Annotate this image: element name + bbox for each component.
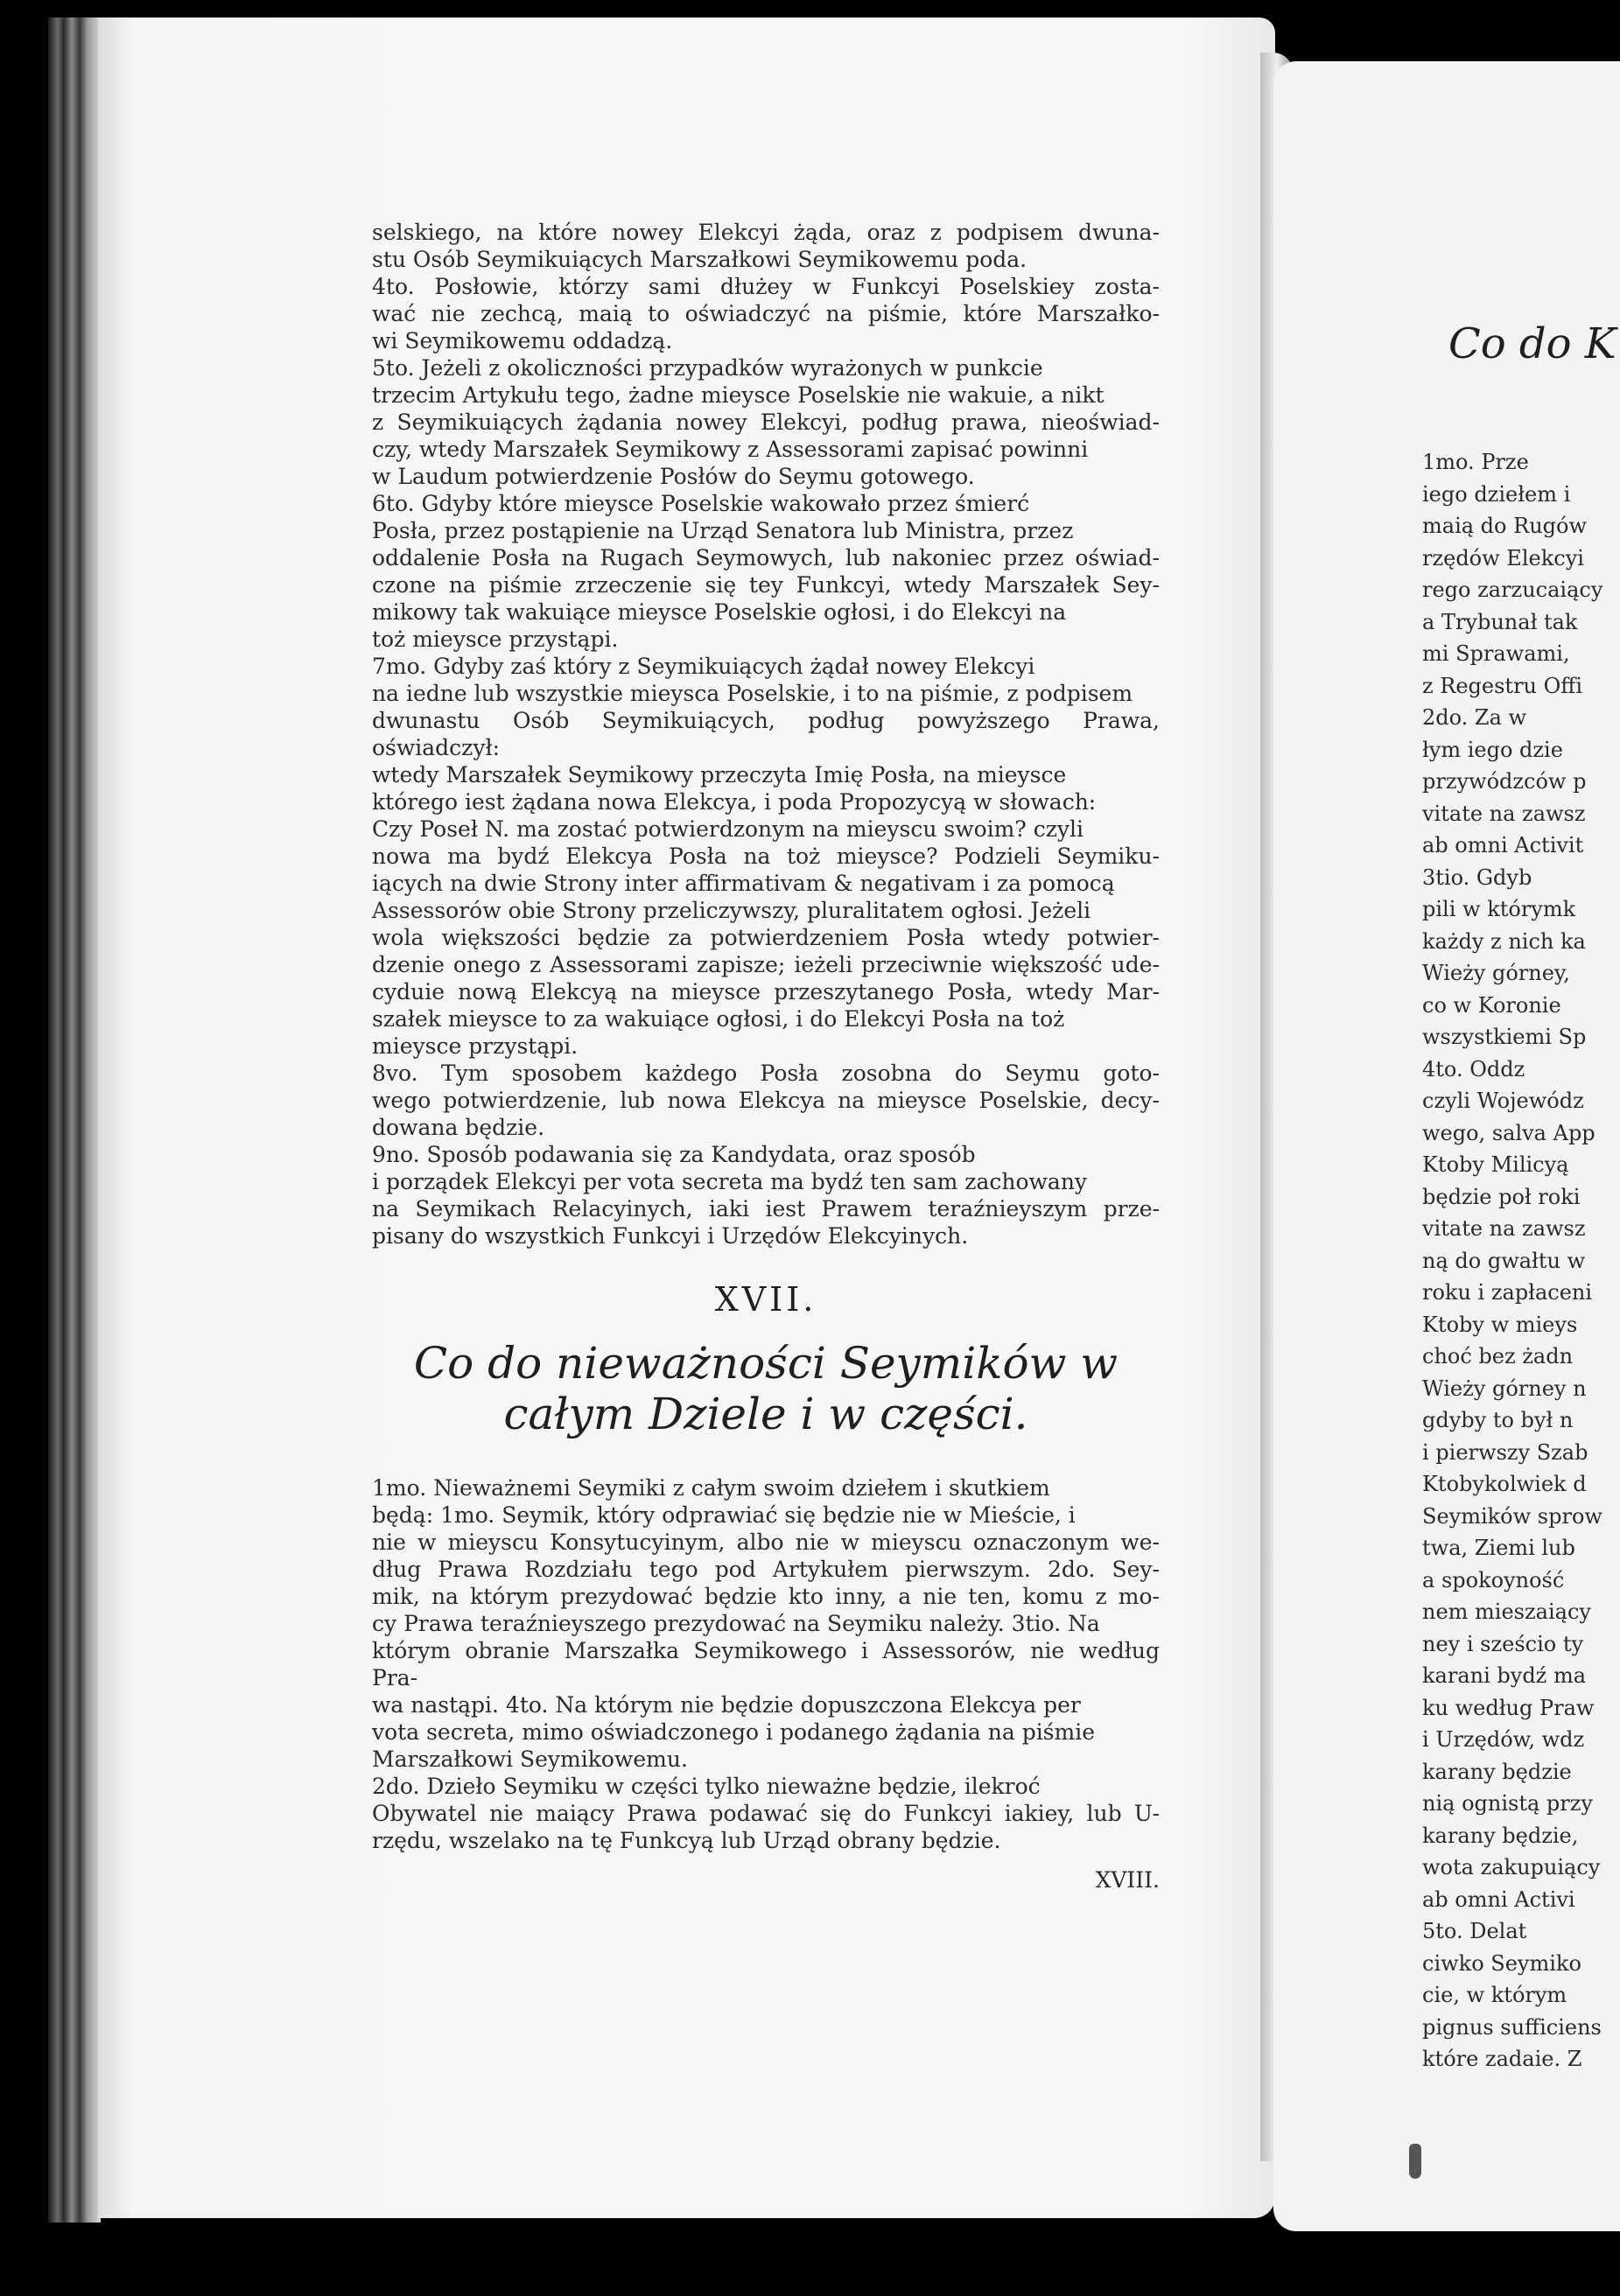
text-line: a spokoyność (1422, 1567, 1565, 1592)
text-line: 1mo. Nieważnemi Seymiki z całym swoim dziełem i skutkiem (372, 1475, 1050, 1501)
ink-stain (1409, 2144, 1421, 2179)
text-line: iego dziełem i (1422, 481, 1571, 507)
text-line: cy Prawa teraźnieyszego prezydować na Seymiku należy. 3tio. Na (372, 1611, 1100, 1636)
right-page (1273, 61, 1620, 2231)
section-number: XVII. (714, 1280, 817, 1319)
text-line: wtedy Marszałek Seymikowy przeczyta Imię Posła, na mieysce (372, 762, 1067, 788)
text-line: każdy z nich ka (1422, 928, 1586, 954)
text-line: z Regestru Offi (1422, 673, 1583, 698)
section-title: Co do nieważności Seymików w całym Dziele i w części. (413, 1338, 1119, 1439)
text-line: karany będzie, (1422, 1823, 1579, 1848)
text-line: wi Seymikowemu oddadzą. (372, 328, 673, 354)
text-line: czyli Wojewódz (1422, 1088, 1584, 1113)
text-line: wszystkiemi Sp (1422, 1025, 1587, 1049)
text-line: stu Osób Seymikuiących Marszałkowi Seymikowemu poda. (372, 247, 1027, 272)
text-line: wać nie zechcą, maią to oświadczyć na piśmie, które Marszałko- (372, 301, 1160, 326)
text-line: czone na piśmie zrzeczenie się tey Funkcyi, wtedy Marszałek Sey- (372, 572, 1160, 598)
text-line: pisany do wszystkich Funkcyi i Urzędów Elekcyinych. (372, 1223, 969, 1249)
book-page-edges (48, 18, 101, 2222)
text-line: 2do. Dzieło Seymiku w części tylko nieważne będzie, ilekroć (372, 1774, 1041, 1799)
text-line: vota secreta, mimo oświadczonego i podanego żądania na piśmie (372, 1719, 1096, 1745)
text-line: Ktoby Milicyą (1422, 1152, 1569, 1177)
text-line: gdyby to był n (1422, 1408, 1574, 1432)
text-line: rego zarzucaiący (1422, 578, 1603, 602)
text-line: ną do gwałtu w (1422, 1248, 1586, 1273)
text-line: 9no. Sposób podawania się za Kandydata, oraz sposób (372, 1142, 976, 1167)
text-line: dług Prawa Rozdziału tego pod Artykułem pierwszym. 2do. Sey- (372, 1557, 1160, 1582)
text-line: oddalenie Posła na Rugach Seymowych, lub nakoniec przez oświad- (372, 545, 1160, 570)
text-line: wota zakupuiący (1422, 1855, 1601, 1880)
text-line: dzenie onego z Assessorami zapisze; ieżeli przeciwnie większość ude- (372, 952, 1160, 977)
text-line: trzecim Artykułu tego, żadne mieysce Poselskie nie wakuie, a nikt (372, 382, 1105, 408)
text-line: mi Sprawami, (1422, 641, 1570, 666)
text-line: Obywatel nie maiący Prawa podawać się do Funkcyi iakiey, lub U- (372, 1801, 1160, 1826)
text-line: mik, na którym prezydować będzie kto inny, a nie ten, komu z mo- (372, 1584, 1160, 1609)
text-line: w Laudum potwierdzenie Posłów do Seymu gotowego. (372, 464, 975, 489)
text-line: choć bez żadn (1422, 1344, 1574, 1368)
text-line: łym iego dzie (1422, 737, 1563, 762)
text-line: karany będzie (1422, 1759, 1572, 1784)
text-line: czy, wtedy Marszałek Seymikowy z Assessorami zapisać powinni (372, 437, 1089, 462)
text-line: przywódzców p (1422, 769, 1587, 794)
text-line: i Urzędów, wdz (1422, 1727, 1585, 1752)
text-line: które zadaie. Z (1422, 2047, 1582, 2071)
text-line: wego potwierdzenie, lub nowa Elekcya na mieysce Poselskie, decy- (372, 1088, 1160, 1113)
paragraphs-part2 (372, 1474, 1160, 1854)
text-line: Wieży górney, (1422, 961, 1570, 985)
text-line: 4to. Oddz (1422, 1056, 1525, 1082)
text-line: 6to. Gdyby które mieysce Poselskie wakowało przez śmierć (372, 491, 1030, 516)
text-line: twa, Ziemi lub (1422, 1536, 1575, 1560)
text-line: dowana będzie. (372, 1115, 545, 1140)
text-line: na Seymikach Relacyinych, iaki iest Prawem teraźnieyszym prze- (372, 1196, 1160, 1222)
right-page-lines (1422, 446, 1620, 2076)
text-line: vitate na zawsz (1422, 1216, 1586, 1241)
text-line: będą: 1mo. Seymik, który odprawiać się będzie nie w Mieście, i (372, 1502, 1076, 1528)
text-line: wola większości będzie za potwierdzeniem Posła wtedy potwier- (372, 925, 1160, 950)
text-line: nem mieszaiący (1422, 1600, 1591, 1624)
text-line: karani bydź ma (1422, 1663, 1587, 1688)
text-line: 4to. Posłowie, którzy sami dłużey w Funkcyi Poselskiey zosta- (372, 274, 1160, 299)
text-line: vitate na zawsz (1422, 801, 1586, 826)
text-line: z Seymikuiących żądania nowey Elekcyi, podług prawa, nieoświad- (372, 410, 1160, 435)
text-line: którym obranie Marszałka Seymikowego i Assessorów, nie według Pra- (372, 1638, 1160, 1690)
text-line: i porządek Elekcyi per vota secreta ma bydź ten sam zachowany (372, 1169, 1088, 1194)
text-line: mieysce przystąpi. (372, 1033, 579, 1059)
catchword: XVIII. (1095, 1867, 1160, 1893)
text-line: i pierwszy Szab (1422, 1439, 1588, 1465)
text-line: 3tio. Gdyb (1422, 864, 1532, 890)
text-line: pignus sufficiens (1422, 2014, 1602, 2040)
text-line: rzędów Elekcyi (1422, 545, 1584, 570)
text-line: 8vo. Tym sposobem każdego Posła zosobna do Seymu goto- (372, 1060, 1160, 1086)
text-line: pili w którymk (1422, 897, 1576, 921)
text-line: Assessorów obie Strony przeliczywszy, pluralitatem ogłosi. Jeżeli (372, 898, 1091, 923)
text-line: 1mo. Prze (1422, 450, 1529, 474)
text-line: ciwko Seymiko (1422, 1950, 1581, 1976)
text-line: toż mieysce przystąpi. (372, 626, 619, 652)
text-line: Wieży górney n (1422, 1376, 1587, 1401)
text-line: nowa ma bydź Elekcya Posła na toż mieysce? Podzieli Seymiku- (372, 844, 1160, 869)
text-line: a Trybunał tak (1422, 609, 1578, 634)
text-line: Marszałkowi Seymikowemu. (372, 1746, 688, 1772)
text-line: selskiego, na które nowey Elekcyi żąda, oraz z podpisem dwuna- (372, 220, 1160, 245)
text-line: co w Koronie (1422, 992, 1561, 1018)
text-line: będzie poł roki (1422, 1184, 1581, 1209)
text-line: maią do Rugów (1422, 514, 1588, 538)
text-line: 5to. Jeżeli z okoliczności przypadków wyrażonych w punkcie (372, 355, 1043, 381)
text-line: roku i zapłaceni (1422, 1280, 1593, 1305)
text-line: 5to. Delat (1422, 1919, 1527, 1943)
text-line: Posła, przez postąpienie na Urząd Senatora lub Ministra, przez (372, 518, 1074, 543)
text-line: ku według Praw (1422, 1695, 1595, 1720)
text-line: wego, salva App (1422, 1120, 1595, 1145)
text-line: 7mo. Gdyby zaś który z Seymikuiących żądał nowey Elekcyi (372, 654, 1035, 679)
text-line: którego iest żądana nowa Elekcya, i poda Propozycyą w słowach: (372, 789, 1097, 815)
text-line: nią ognistą przy (1422, 1791, 1593, 1816)
text-line: wa nastąpi. 4to. Na którym nie będzie dopuszczona Elekcya per (372, 1692, 1081, 1718)
text-line: mikowy tak wakuiące mieysce Poselskie ogłosi, i do Elekcyi na (372, 599, 1067, 625)
text-line: iących na dwie Strony inter affirmativam & negativam i za pomocą (372, 871, 1115, 896)
text-line: nie w mieyscu Konsytucyinym, albo nie w mieyscu oznaczonym we- (372, 1530, 1160, 1555)
right-page-heading: Co do K (1448, 319, 1616, 368)
text-line: cyduie nową Elekcyą na mieysce przeszytanego Posła, wtedy Mar- (372, 979, 1160, 1004)
text-line: Czy Poseł N. ma zostać potwierdzonym na mieyscu swoim? czyli (372, 816, 1084, 842)
text-line: ab omni Activit (1422, 833, 1584, 858)
text-line: szałek mieysce to za wakuiące ogłosi, i do Elekcyi Posła na toż (372, 1006, 1065, 1032)
text-line: Ktobykolwiek d (1422, 1472, 1587, 1496)
text-line: ney i sześcio ty (1422, 1631, 1584, 1656)
text-line: dwunastu Osób Seymikuiących, podług powyższego Prawa, oświadczył: (372, 708, 1160, 760)
text-line: cie, w którym (1422, 1983, 1567, 2007)
text-line: Seymików sprow (1422, 1503, 1602, 1529)
text-line: 2do. Za w (1422, 705, 1527, 730)
text-line: na iedne lub wszystkie mieysca Poselskie, i to na piśmie, z podpisem (372, 681, 1133, 706)
text-line: ab omni Activi (1422, 1886, 1575, 1912)
paragraphs-part1 (372, 219, 1160, 1250)
text-line: rzędu, wszelako na tę Funkcyą lub Urząd obrany będzie. (372, 1828, 1001, 1853)
text-line: Ktoby w mieys (1422, 1312, 1578, 1337)
left-page-text (372, 219, 1160, 1894)
